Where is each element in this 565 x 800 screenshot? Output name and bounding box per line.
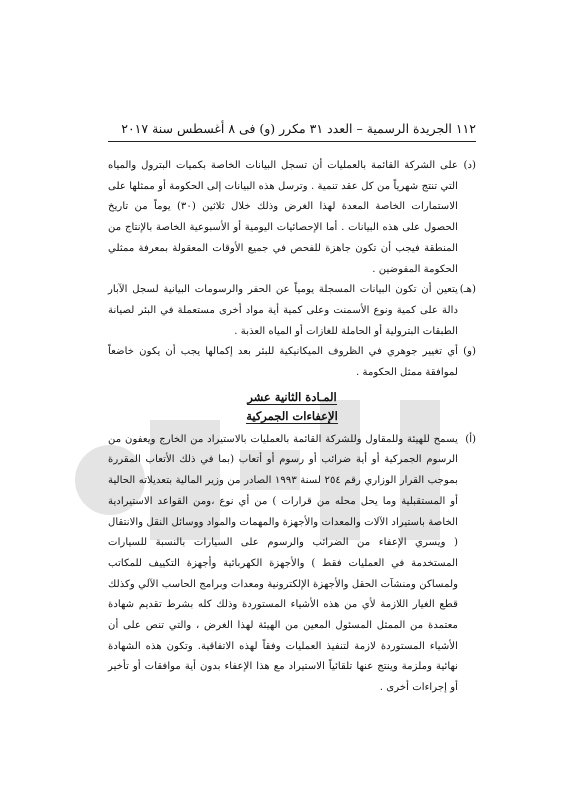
running-header: ١١٢ الجريدة الرسمية – العدد ٣١ مكرر (و) فى ٨ أغسطس سنة ٢٠١٧ [108,120,476,142]
paragraph-marker: (هـ) [459,284,476,296]
paragraphs-bottom [108,430,476,699]
paragraph-text: أي تغيير جوهري في الظروف الميكانيكية للبئر بعد إكمالها يجب أن يكون خاضعاً لموافقة ممثل الحكومة . [108,346,458,379]
paragraph-text: على الشركة القائمة بالعمليات أن تسجل البيانات الخاصة بكميات البترول والمياه التي تنتج شهرياً من كل عقد تنمية . وترسل هذه البيانات إلى الحكومة أو ممثلها على الاستمارات الخاصة المعدة لهذا الغرض وذلك خلال ثلاثين (٣٠) يوماً من تاريخ الحصول على هذه البيانات . أما الإحصائيات اليومية أو الأسبوعية الخاصة بالإنتاج من المنطقة فيجب أن تكون جاهزة للفحص في جميع الأوقات المعقولة بمعرفة ممثلي الحكومة المفوضين . [108,160,458,275]
paragraph-marker: (د) [463,160,476,171]
paragraphs-top [108,156,476,384]
paragraph-w [108,342,476,383]
article-subtitle [108,407,476,426]
paragraph-h [108,280,476,342]
paragraph-a [108,430,476,699]
paragraph-marker: (و) [463,346,476,358]
paragraph-text: يسمح للهيئة وللمقاول وللشركة القائمة بالعمليات بالاستيراد من الخارج ويعفون من الرسوم الجمركية أو أية ضرائب أو رسوم أو أتعاب (بما في ذلك الأتعاب المقررة بموجب القرار الوزاري رقم ٢٥٤ لسنة ١٩٩٣ الصادر من وزير المالية بتعديلاته الحالية أو المستقبلية وما يحل محله من قرارات ) من أي نوع ،ومن القواعد الاستيرادية الخاصة باستيراد الآلات والمعدات والأجهزة والمهمات والمواد ووسائل النقل والانتقال ( ويسري الإعفاء من الضرائب والرسوم على السيارات بالنسبة للسيارات المستخدمة في العمليات فقط ) والأجهزة الكهربائية وأجهزة التكييف للمكاتب ولمساكن ومنشآت الحقل والأجهزة الإلكترونية ومعدات وبرامج الحاسب الآلي وكذلك قطع الغيار اللازمة لأي من هذه الأشياء المستوردة وذلك كله بشرط تقديم شهادة معتمدة من الممثل المسئول المعين من الهيئة لهذا الغرض ، والتي تنص على أن الأشياء المستوردة لازمة لتنفيذ العمليات وفقاً لهذه الاتفاقية. وتكون هذه الشهادة نهائية وملزمة وينتج عنها تلقائياً الاستيراد مع هذا الإعفاء بدون أية موافقات أو تأخير أو إجراءات أخرى . [108,433,458,694]
paragraph-marker: (أ) [465,433,476,445]
article-title-text: المـادة الثانية عشر [247,389,337,404]
article-title [108,388,476,407]
article-subtitle-text: الإعفاءات الجمركية [246,408,338,423]
paragraph-text: يتعين أن تكون البيانات المسجلة يومياً عن الحفر والرسومات البيانية لسجل الآبار دالة على كمية ونوع الأسمنت وعلى كمية أية مواد أخرى مستعملة في البئر لصيانة الطبقات البترولية أو الحاملة للغازات أو المياه العذبة . [108,284,458,337]
paragraph-d [108,156,476,280]
document-page [108,120,476,699]
